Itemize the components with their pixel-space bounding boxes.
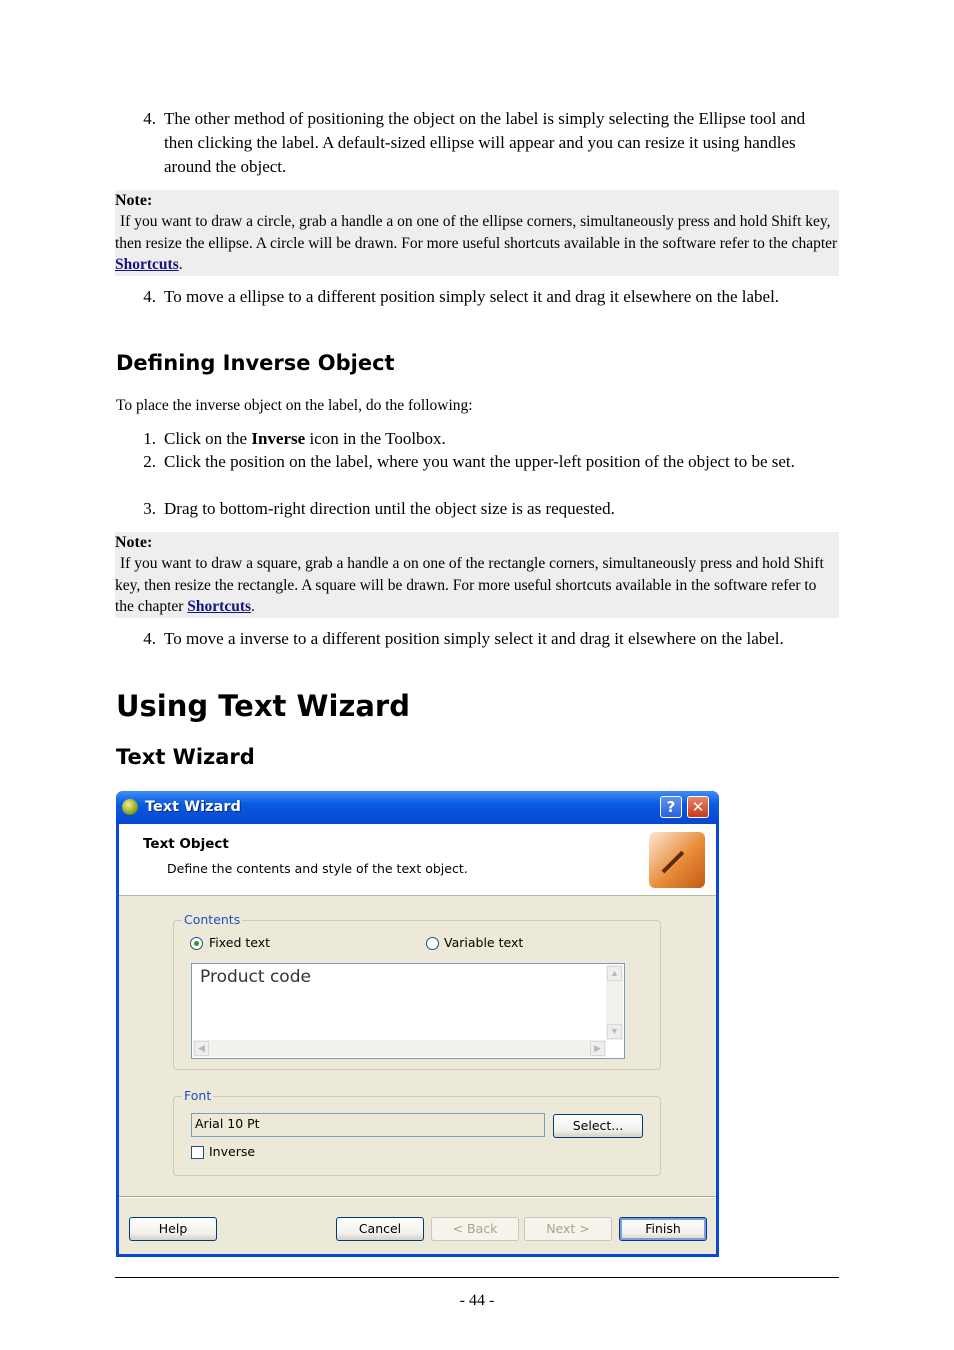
dialog-titlebar[interactable] [116, 791, 719, 824]
note-body [115, 553, 839, 617]
note-text-end: . [251, 597, 255, 615]
help-button[interactable]: Help [129, 1217, 217, 1241]
cancel-button[interactable]: Cancel [336, 1217, 424, 1241]
close-button[interactable]: ✕ [687, 796, 709, 818]
text-content-textarea[interactable] [191, 963, 625, 1059]
app-icon [122, 799, 138, 815]
header-title: Text Object [143, 836, 229, 852]
fixed-text-radio[interactable] [190, 937, 203, 950]
variable-text-label[interactable]: Variable text [444, 935, 524, 950]
page-number: - 44 - [459, 1292, 495, 1309]
note-title: Note: [115, 192, 153, 209]
text-wizard-dialog [116, 791, 719, 1257]
vertical-scrollbar[interactable] [606, 965, 623, 1040]
step-bold: Inverse [251, 429, 306, 448]
note-title: Note: [115, 534, 153, 551]
step-item [116, 427, 836, 451]
finish-button[interactable]: Finish [619, 1217, 707, 1241]
inverse-label[interactable]: Inverse [209, 1144, 256, 1159]
fixed-text-label[interactable]: Fixed text [209, 935, 271, 950]
font-group-label: Font [184, 1088, 212, 1103]
dialog-body [119, 824, 716, 1254]
list-text: To move a ellipse to a different position simply select it and drag it elsewhere on the label. [164, 287, 780, 306]
select-font-button[interactable]: Select... [553, 1114, 643, 1138]
font-field [191, 1113, 545, 1137]
inverse-checkbox[interactable] [191, 1146, 204, 1159]
list-text: The other method of positioning the object on the label is simply selecting the Ellipse tool and then clicking the label. A default-sized ellipse will appear and you can resize it using handles around the object. [164, 109, 806, 176]
list-number: 4. [143, 109, 156, 128]
help-title-button[interactable]: ? [660, 796, 682, 818]
pen-writing-icon [649, 832, 705, 888]
scroll-down-icon[interactable]: ▼ [607, 1024, 622, 1039]
note-box [115, 190, 839, 276]
scroll-up-icon[interactable]: ▲ [607, 966, 622, 981]
list-item [116, 285, 836, 309]
variable-text-radio[interactable] [426, 937, 439, 950]
shortcuts-link[interactable]: Shortcuts [187, 597, 252, 615]
list-number: 4. [143, 287, 156, 306]
header-subtitle: Define the contents and style of the text object. [167, 861, 468, 876]
back-button[interactable]: < Back [431, 1217, 519, 1241]
font-value: Arial 10 Pt [195, 1116, 260, 1131]
note-text-end: . [178, 255, 183, 273]
dialog-header [119, 824, 716, 896]
subsection-heading: Text Wizard [116, 745, 255, 769]
list-item [116, 107, 836, 179]
text-content-value: Product code [200, 967, 311, 987]
horizontal-scrollbar[interactable] [193, 1040, 606, 1057]
step-text-part: Click on the [164, 429, 252, 448]
scroll-left-icon[interactable]: ◀ [194, 1041, 209, 1056]
section-heading: Defining Inverse Object [116, 351, 395, 375]
step-text-part: icon in the Toolbox. [305, 429, 446, 448]
list-item [116, 627, 836, 651]
step-text: Click the position on the label, where you want the upper-left position of the object to be set. [164, 452, 795, 471]
note-box [115, 532, 839, 618]
step-text [164, 427, 836, 451]
contents-group-label: Contents [184, 912, 241, 927]
footer-rule [115, 1277, 839, 1278]
shortcuts-link[interactable]: Shortcuts [115, 255, 179, 273]
button-separator [119, 1196, 716, 1198]
font-group [173, 1088, 661, 1176]
list-text: To move a inverse to a different position simply select it and drag it elsewhere on the label. [164, 629, 784, 648]
note-text: If you want to draw a circle, grab a handle a on one of the ellipse corners, simultaneously press and hold Shift key, then resize the ellipse. A circle will be drawn. For more useful shortcuts available in the software refer to the chapter [115, 213, 838, 252]
step-item [116, 497, 836, 521]
dialog-title: Text Wizard [145, 799, 241, 815]
step-number: 1. [143, 429, 156, 448]
note-text: If you want to draw a square, grab a handle a on one of the rectangle corners, simultaneously press and hold Shift key, then resize the rectangle. A square will be drawn. For more useful shortcuts available in the software refer to the chapter [115, 555, 824, 615]
scroll-right-icon[interactable]: ▶ [590, 1041, 605, 1056]
list-number: 4. [143, 629, 156, 648]
step-number: 2. [143, 452, 156, 471]
step-item [116, 450, 836, 474]
note-body [115, 211, 839, 275]
intro-paragraph: To place the inverse object on the label, do the following: [116, 397, 473, 414]
chapter-heading: Using Text Wizard [116, 689, 410, 723]
step-text: Drag to bottom-right direction until the object size is as requested. [164, 499, 615, 518]
step-number: 3. [143, 499, 156, 518]
contents-group [173, 912, 661, 1070]
next-button[interactable]: Next > [524, 1217, 612, 1241]
